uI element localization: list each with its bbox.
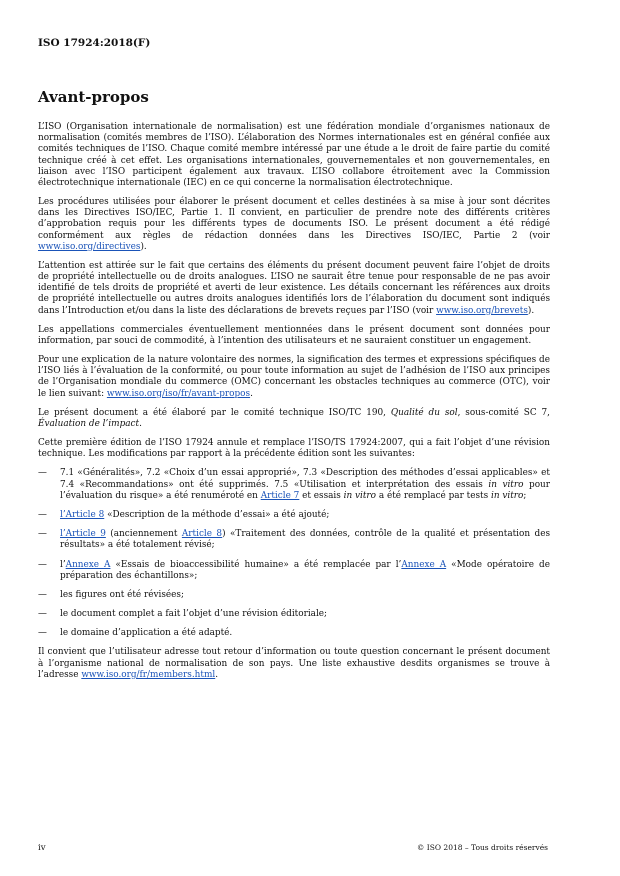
paragraph-procedures: Les procédures utilisées pour élaborer le présent document et celles destinées à sa mise à jour sont décrites dans les Directives ISO/IEC, Partie 1. Il convient, en particulier de prendre note des différents critères d’approbation requis pour les différents types de documents ISO. Le présent document a été rédigé conformément aux règles de rédaction données dans les Directives ISO/IEC, Partie 2 (voir www.iso.org/directives). (38, 197, 550, 252)
paragraph-iso-intro: L’ISO (Organisation internationale de normalisation) est une fédération mondiale d’organismes nationaux de normalisation (comités membres de l’ISO). L’élaboration des Normes internationales est en général confiée aux comités techniques de l’ISO. Chaque comité membre intéressé par une étude a le droit de faire partie du comité technique créé à cet effet. Les organisations internationales, gouvernementales et non gouvernementales, en liaison avec l’ISO participent également aux travaux. L’ISO collabore étroitement avec la Commission électrotechnique internationale (IEC) en ce qui concerne la normalisation électrotechnique. (38, 122, 550, 188)
document-id-header: ISO 17924:2018(F) (38, 37, 151, 49)
list-item: — les figures ont été révisées; (38, 589, 184, 600)
link-members[interactable]: www.iso.org/fr/members.html (81, 669, 216, 680)
link-article-9[interactable]: l’Article 9 (60, 529, 106, 540)
link-article-8[interactable]: l’Article 8 (60, 509, 105, 520)
list-item: — 7.1 «Généralités», 7.2 «Choix d’un essai approprié», 7.3 «Description des méthodes d’essai applicables» et 7.4 «Recommandations» ont été supprimés. 7.5 «Utilisation et interprétation des essais in vitro pour l’évaluation du risque» a été renuméroté en Article 7 et essais in vitro a été remplacé par tests in vitro; (38, 468, 550, 501)
paragraph-committee: Le présent document a été élaboré par le comité technique ISO/TC 190, Qualité du sol, sous-comité SC 7, Évaluation de l’impact. (38, 407, 550, 429)
list-item: — l’Article 8 «Description de la méthode d’essai» a été ajouté; (38, 509, 330, 520)
link-brevets[interactable]: www.iso.org/brevets (436, 305, 528, 316)
link-annexe-a-new[interactable]: Annexe A (401, 559, 447, 570)
list-item: — l’Annexe A «Essais de bioaccessibilité humaine» a été remplacée par l’Annexe A «Mode opératoire de préparation des échantillons»; (38, 559, 550, 581)
paragraph-feedback: Il convient que l’utilisateur adresse tout retour d’information ou toute question concernant le présent document à l’organisme national de normalisation de son pays. Une liste exhaustive desdits organismes se trouve à l’adresse www.iso.org/fr/members.html. (38, 647, 550, 680)
link-article-8-former[interactable]: Article 8 (181, 529, 223, 540)
link-directives[interactable]: www.iso.org/directives (38, 241, 141, 252)
paragraph-patents: L’attention est attirée sur le fait que certains des éléments du présent document peuvent faire l’objet de droits de propriété intellectuelle ou de droits analogues. L’ISO ne saurait être tenue pour responsable de ne pas avoir identifié de tels droits de propriété et averti de leur existence. Les détails concernant les références aux droits de propriété intellectuelle ou autres droits analogues identifiés lors de l’élaboration du document sont indiqués dans l’Introduction et/ou dans la liste des déclarations de brevets reçues par l’ISO (voir www.iso.org/brevets). (38, 260, 550, 316)
paragraph-voluntary-nature: Pour une explication de la nature volontaire des normes, la signification des termes et expressions spécifiques de l’ISO liés à l’évaluation de la conformité, ou pour toute information au sujet de l’adhésion de l’ISO aux principes de l’Organisation mondiale du commerce (OMC) concernant les obstacles techniques au commerce (OTC), voir le lien suivant: www.iso.org/iso/fr/avant-propos. (38, 355, 550, 399)
list-item: — le document complet a fait l’objet d’une révision éditoriale; (38, 609, 328, 620)
link-avant-propos[interactable]: www.iso.org/iso/fr/avant-propos (106, 388, 251, 399)
link-article-7[interactable]: Article 7 (260, 490, 300, 501)
page-number: iv (38, 843, 46, 853)
paragraph-trade-names: Les appellations commerciales éventuellement mentionnées dans le présent document sont données pour information, par souci de commodité, à l’intention des utilisateurs et ne sauraient constituer un engagement. (38, 324, 550, 346)
link-annexe-a-old[interactable]: Annexe A (65, 559, 111, 570)
changes-list (38, 468, 550, 639)
section-title: Avant-propos (38, 88, 149, 106)
copyright-notice: © ISO 2018 – Tous droits réservés (416, 843, 548, 852)
document-body (38, 122, 550, 689)
paragraph-edition: Cette première édition de l’ISO 17924 annule et remplace l’ISO/TS 17924:2007, qui a fait l’objet d’une révision technique. Les modifications par rapport à la précédente édition sont les suivantes: (38, 438, 550, 460)
list-item: — l’Article 9 (anciennement Article 8) «Traitement des données, contrôle de la qualité et présentation des résultats» a été totalement révisé; (38, 529, 550, 551)
list-item: — le domaine d’application a été adapté. (38, 628, 233, 639)
